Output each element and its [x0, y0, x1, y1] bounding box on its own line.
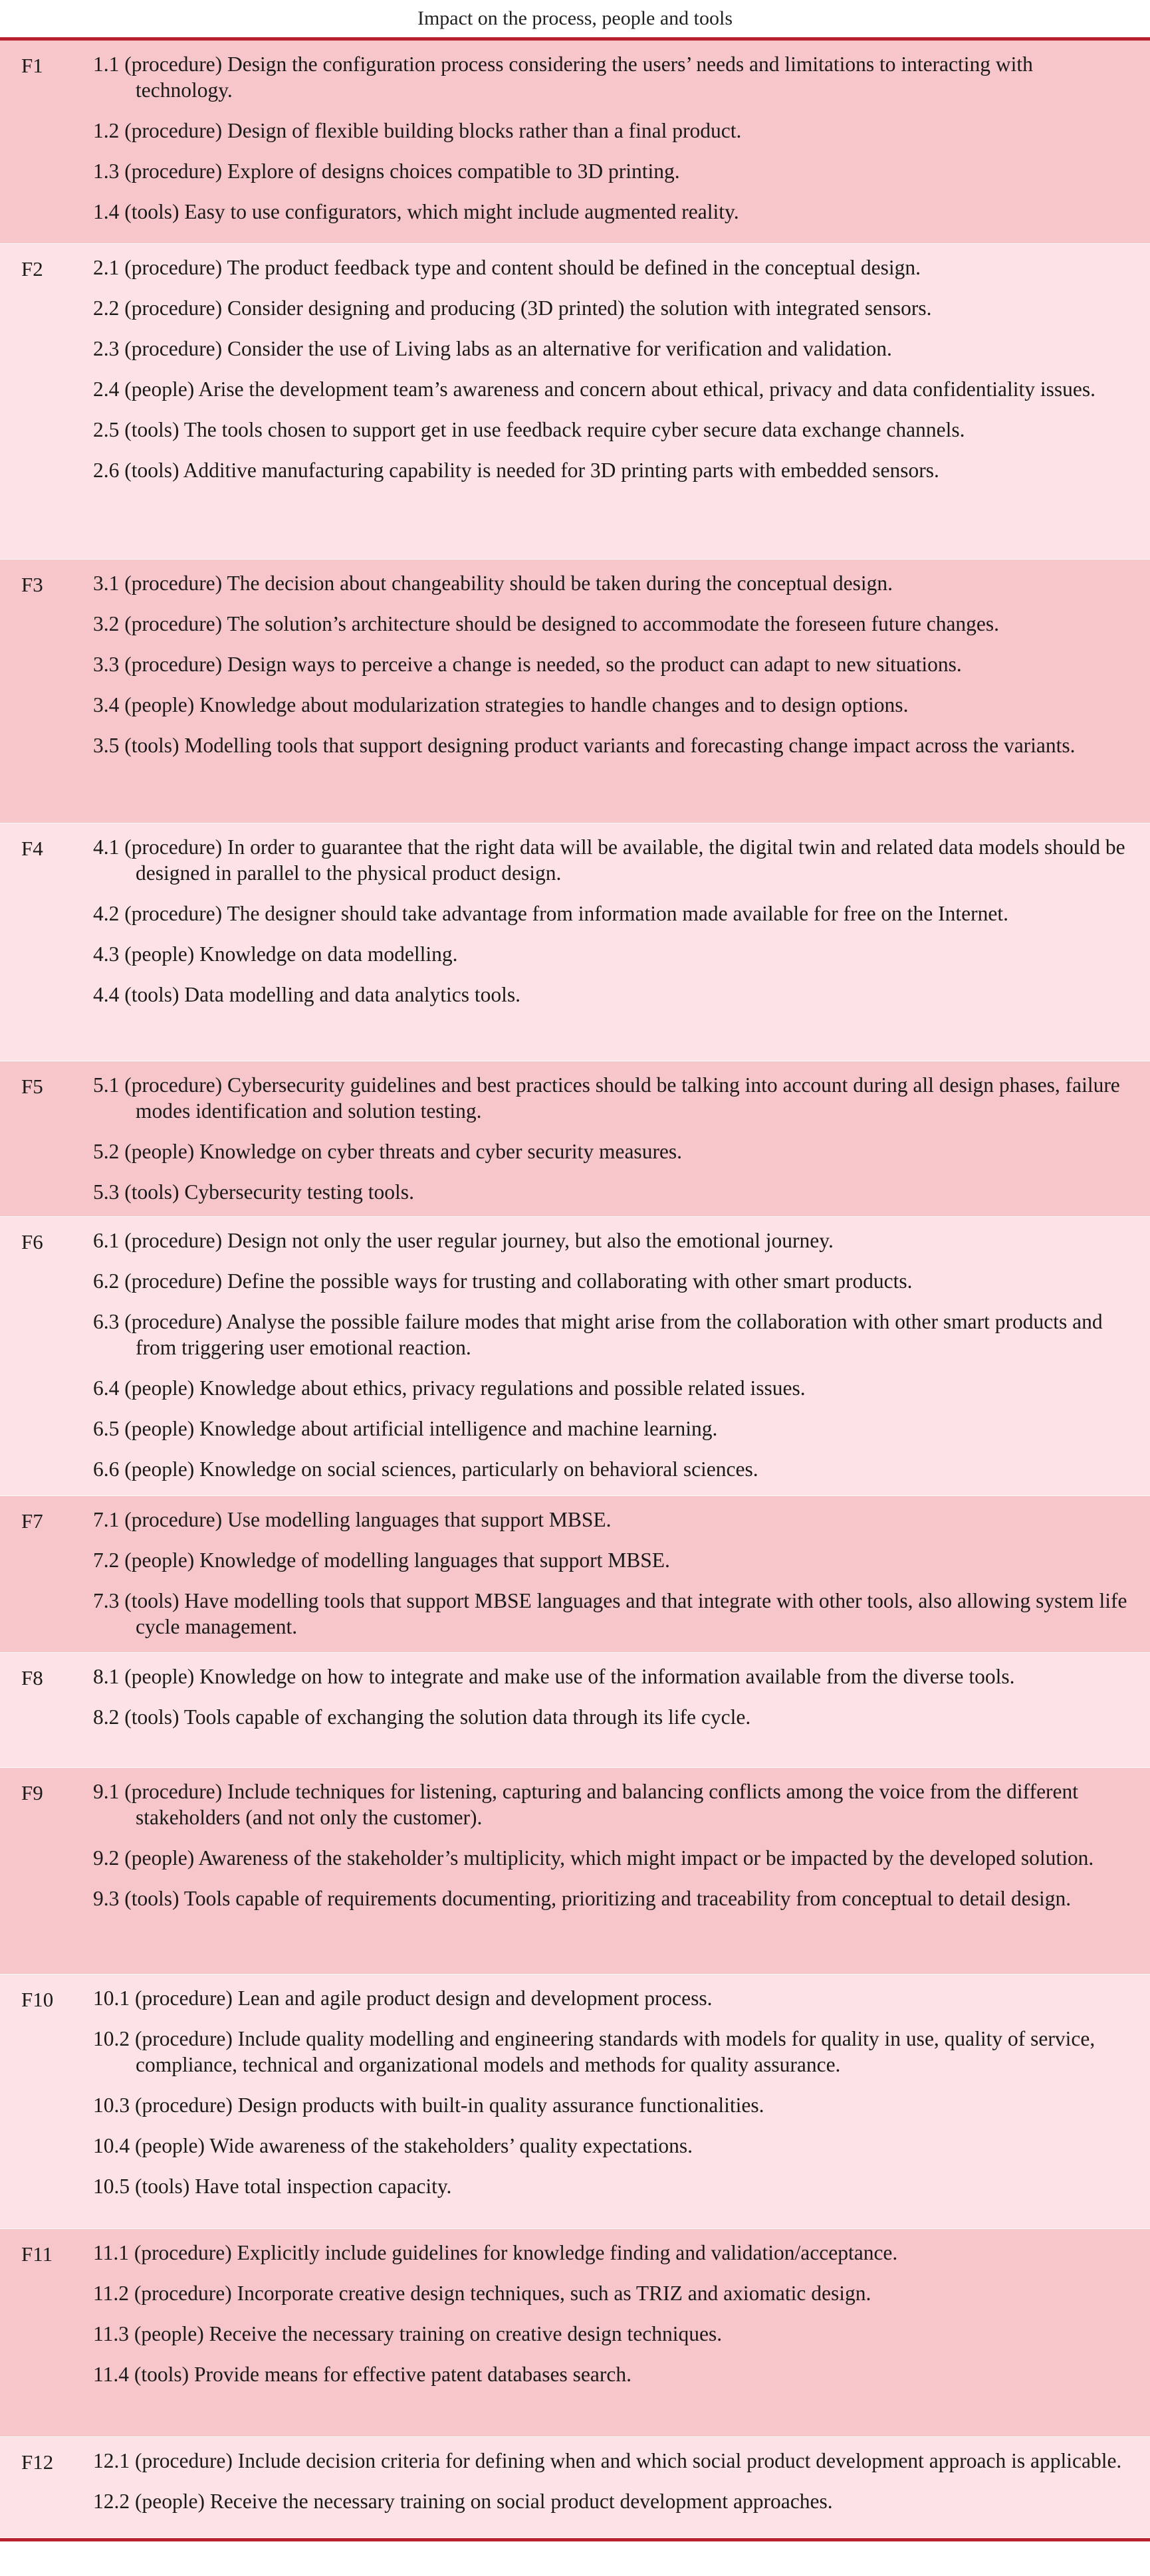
bottom-rule	[0, 2538, 1150, 2541]
row-code: F7	[21, 1509, 43, 1533]
list-item: 10.1 (procedure) Lean and agile product design and development process.	[93, 1986, 713, 2010]
table-row	[0, 1496, 1150, 1653]
row-code: F5	[21, 1075, 43, 1098]
list-item: 2.5 (tools) The tools chosen to support get in use feedback require cyber secure data exchange channels.	[93, 418, 965, 441]
list-item: 9.3 (tools) Tools capable of requirements documenting, prioritizing and traceability from conceptual to detail design.	[93, 1887, 1072, 1910]
row-code: F2	[21, 257, 43, 280]
row-code: F3	[21, 573, 43, 596]
list-item: 3.2 (procedure) The solution’s architecture should be designed to accommodate the foreseen future changes.	[93, 612, 1000, 635]
row-items	[73, 244, 1150, 559]
list-item: 3.5 (tools) Modelling tools that support designing product variants and forecasting change impact across the variants.	[93, 734, 1076, 757]
table-row	[0, 1768, 1150, 1975]
row-items	[73, 823, 1150, 1061]
list-item: 9.2 (people) Awareness of the stakeholder’s multiplicity, which might impact or be impacted by the developed solution.	[93, 1846, 1094, 1870]
list-item: 11.4 (tools) Provide means for effective patent databases search.	[93, 2363, 632, 2386]
row-items	[73, 41, 1150, 243]
list-item: 6.6 (people) Knowledge on social sciences, particularly on behavioral sciences.	[93, 1457, 758, 1481]
row-code: F11	[21, 2242, 53, 2266]
list-item: 2.4 (people) Arise the development team’s awareness and concern about ethical, privacy and data confidentiality issues.	[93, 377, 1095, 401]
row-items	[73, 1496, 1150, 1652]
row-items	[73, 1653, 1150, 1767]
table-row	[0, 1975, 1150, 2229]
list-item: 5.3 (tools) Cybersecurity testing tools.	[93, 1180, 414, 1204]
row-items	[73, 2229, 1150, 2436]
list-item: 11.3 (people) Receive the necessary training on creative design techniques.	[93, 2322, 723, 2345]
table-row	[0, 1217, 1150, 1496]
table-row	[0, 244, 1150, 560]
list-item: 7.2 (people) Knowledge of modelling languages that support MBSE.	[93, 1549, 670, 1572]
row-items	[73, 1061, 1150, 1216]
list-item: 10.4 (people) Wide awareness of the stakeholders’ quality expectations.	[93, 2134, 693, 2157]
row-items	[73, 1217, 1150, 1495]
list-item: 1.4 (tools) Easy to use configurators, which might include augmented reality.	[93, 200, 739, 223]
list-item: 10.3 (procedure) Design products with built-in quality assurance functionalities.	[93, 2093, 764, 2117]
list-item: 3.4 (people) Knowledge about modularization strategies to handle changes and to design options.	[93, 693, 909, 716]
row-code: F9	[21, 1781, 43, 1804]
list-item: 6.2 (procedure) Define the possible ways for trusting and collaborating with other smart products.	[93, 1269, 913, 1293]
table-row	[0, 2437, 1150, 2538]
list-item: 12.2 (people) Receive the necessary training on social product development approaches.	[93, 2490, 833, 2513]
list-item: 6.1 (procedure) Design not only the user regular journey, but also the emotional journey.	[93, 1229, 834, 1252]
list-item: 12.1 (procedure) Include decision criteria for defining when and which social product development approach is applicable.	[93, 2449, 1122, 2472]
list-item: 8.2 (tools) Tools capable of exchanging the solution data through its life cycle.	[93, 1705, 751, 1729]
list-item: 1.1 (procedure) Design the configuration process considering the users’ needs and limitations to interacting with technology.	[93, 53, 1033, 102]
row-items	[73, 1768, 1150, 1974]
row-code: F1	[21, 54, 43, 77]
table-row	[0, 1653, 1150, 1768]
list-item: 4.1 (procedure) In order to guarantee that the right data will be available, the digital twin and related data models should be designed in parallel to the physical product design.	[93, 835, 1125, 885]
list-item: 5.1 (procedure) Cybersecurity guidelines and best practices should be talking into account during all design phases, failure modes identification and solution testing.	[93, 1073, 1120, 1123]
row-code: F10	[21, 1988, 54, 2011]
list-item: 6.5 (people) Knowledge about artificial intelligence and machine learning.	[93, 1417, 718, 1440]
row-code: F8	[21, 1666, 43, 1689]
list-item: 1.3 (procedure) Explore of designs choices compatible to 3D printing.	[93, 160, 680, 183]
list-item: 4.4 (tools) Data modelling and data analytics tools.	[93, 983, 520, 1006]
table-row	[0, 1061, 1150, 1217]
row-code: F4	[21, 837, 43, 860]
table-row	[0, 560, 1150, 823]
list-item: 4.2 (procedure) The designer should take advantage from information made available for free on the Internet.	[93, 902, 1008, 925]
list-item: 6.3 (procedure) Analyse the possible failure modes that might arise from the collaboration with other smart products and from triggering user emotional reaction.	[93, 1310, 1103, 1359]
table-caption: Impact on the process, people and tools	[417, 7, 733, 29]
table-row	[0, 823, 1150, 1061]
row-items	[73, 2437, 1150, 2537]
table-row	[0, 2229, 1150, 2437]
list-item: 4.3 (people) Knowledge on data modelling.	[93, 942, 458, 966]
table-row	[0, 41, 1150, 244]
row-code: F12	[21, 2450, 54, 2474]
list-item: 10.2 (procedure) Include quality modelling and engineering standards with models for quality in use, quality of service, compliance, technical and organizational models and methods for quality assurance.	[93, 2027, 1095, 2076]
list-item: 2.6 (tools) Additive manufacturing capability is needed for 3D printing parts with embedded sensors.	[93, 459, 939, 482]
list-item: 6.4 (people) Knowledge about ethics, privacy regulations and possible related issues.	[93, 1376, 806, 1400]
list-item: 1.2 (procedure) Design of flexible building blocks rather than a final product.	[93, 119, 742, 142]
list-item: 8.1 (people) Knowledge on how to integrate and make use of the information available from the diverse tools.	[93, 1665, 1015, 1688]
list-item: 7.3 (tools) Have modelling tools that support MBSE languages and that integrate with other tools, also allowing system life cycle management.	[93, 1589, 1127, 1638]
list-item: 3.3 (procedure) Design ways to perceive a change is needed, so the product can adapt to new situations.	[93, 653, 962, 676]
list-item: 7.1 (procedure) Use modelling languages that support MBSE.	[93, 1508, 612, 1531]
list-item: 3.1 (procedure) The decision about changeability should be taken during the conceptual design.	[93, 572, 893, 595]
row-code: F6	[21, 1230, 43, 1253]
table-body	[0, 41, 1150, 2538]
list-item: 9.1 (procedure) Include techniques for listening, capturing and balancing conflicts among the voice from the different stakeholders (and not only the customer).	[93, 1780, 1079, 1829]
list-item: 5.2 (people) Knowledge on cyber threats and cyber security measures.	[93, 1140, 683, 1163]
list-item: 11.1 (procedure) Explicitly include guidelines for knowledge finding and validation/acceptance.	[93, 2241, 898, 2264]
list-item: 11.2 (procedure) Incorporate creative design techniques, such as TRIZ and axiomatic design.	[93, 2282, 871, 2305]
list-item: 2.2 (procedure) Consider designing and producing (3D printed) the solution with integrated sensors.	[93, 296, 932, 320]
row-items	[73, 560, 1150, 823]
list-item: 10.5 (tools) Have total inspection capacity.	[93, 2175, 452, 2198]
list-item: 2.3 (procedure) Consider the use of Living labs as an alternative for verification and validation.	[93, 337, 892, 360]
list-item: 2.1 (procedure) The product feedback type and content should be defined in the conceptual design.	[93, 256, 921, 279]
row-items	[73, 1975, 1150, 2228]
